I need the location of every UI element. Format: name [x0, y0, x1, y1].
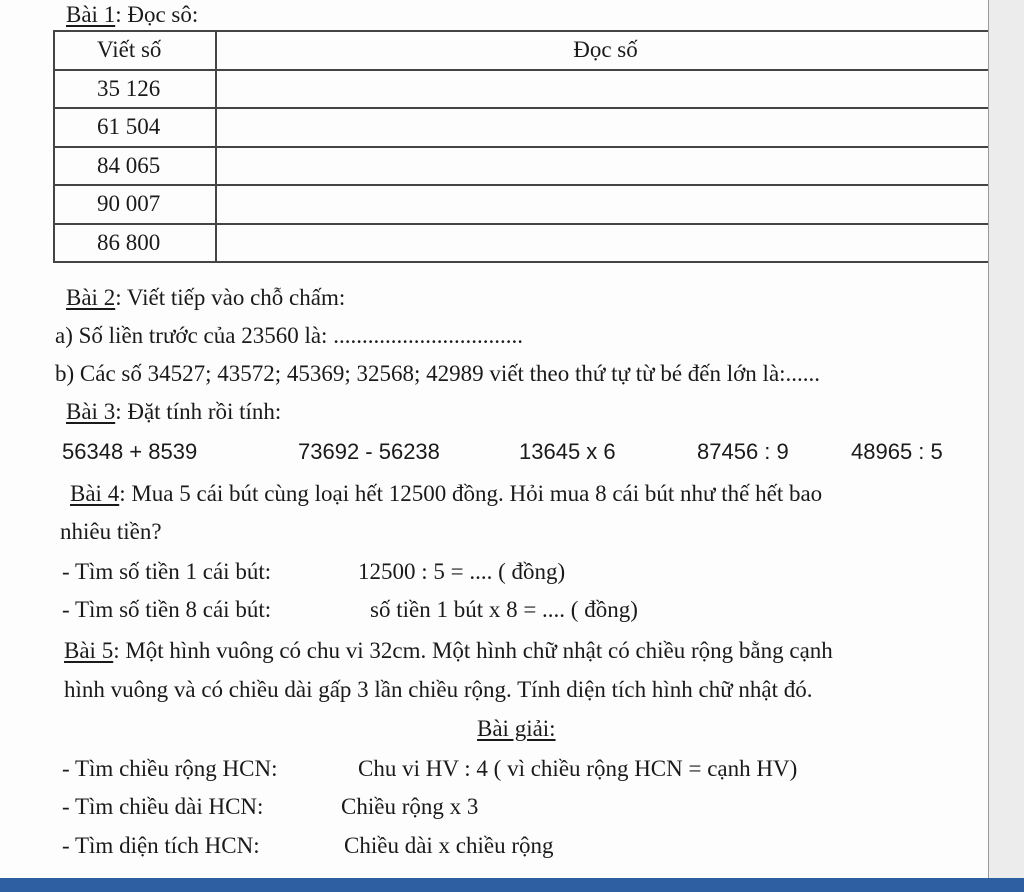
table-cell-number: 86 800	[54, 224, 216, 263]
bai1-label: Bài 1	[66, 2, 116, 27]
solution-step-value: Chiều rộng x 3	[341, 794, 479, 819]
table-row	[54, 224, 989, 263]
table-cell-answer	[216, 224, 989, 263]
bai4-step2-value: số tiền 1 bút x 8 = .... ( đồng)	[370, 597, 638, 622]
bai5-text-2: hình vuông và có chiều dài gấp 3 lần chiều rộng. Tính diện tích hình chữ nhật đó.	[64, 677, 813, 702]
bai3-label: Bài 3	[66, 399, 116, 424]
bai4-step2-label: - Tìm số tiền 8 cái bút:	[62, 597, 272, 622]
bai4-label: Bài 4	[70, 481, 120, 506]
header-doc-so: Đọc số	[216, 31, 989, 70]
operation-3: 13645 x 6	[519, 439, 616, 464]
operation-4: 87456 : 9	[697, 439, 789, 464]
bai5-text-1: : Một hình vuông có chu vi 32cm. Một hình chữ nhật có chiều rộng bằng cạnh	[113, 638, 833, 663]
table-cell-answer	[216, 108, 989, 147]
bai4-step1-value: 12500 : 5 = .... ( đồng)	[358, 559, 566, 584]
bai3-title: : Đặt tính rồi tính:	[115, 399, 282, 424]
bai5-heading	[64, 637, 833, 665]
operation-2: 73692 - 56238	[298, 439, 440, 464]
table-cell-number: 61 504	[54, 108, 216, 147]
table-cell-answer	[216, 70, 989, 109]
bai4-heading	[70, 480, 822, 508]
table-row	[54, 108, 989, 147]
bai5-label: Bài 5	[64, 638, 114, 663]
bai4-text-1: : Mua 5 cái bút cùng loại hết 12500 đồng. Hỏi mua 8 cái bút như thế hết bao	[119, 481, 823, 506]
bai4-step1-label: - Tìm số tiền 1 cái bút:	[62, 559, 272, 584]
solution-step-value: Chu vi HV : 4 ( vì chiều rộng HCN = cạnh HV)	[358, 756, 798, 781]
header-viet-so: Viết số	[54, 31, 216, 70]
table-cell-number: 35 126	[54, 70, 216, 109]
table-cell-number: 90 007	[54, 185, 216, 224]
table-row	[54, 70, 989, 109]
solution-step-label: - Tìm chiều rộng HCN:	[62, 756, 278, 781]
bai1-heading	[66, 1, 198, 29]
table-row	[54, 147, 989, 186]
bai2-label: Bài 2	[66, 285, 116, 310]
solution-step-label: - Tìm diện tích HCN:	[62, 833, 260, 858]
operation-5: 48965 : 5	[851, 439, 943, 464]
bai4-text-2: nhiêu tiền?	[60, 519, 162, 544]
solution-step-value: Chiều dài x chiều rộng	[344, 833, 554, 858]
table-cell-answer	[216, 185, 989, 224]
number-reading-table	[53, 30, 989, 263]
table-cell-answer	[216, 147, 989, 186]
bai2-title: : Viết tiếp vào chỗ chấm:	[115, 285, 346, 310]
taskbar-strip	[0, 878, 1024, 892]
bai1-title: : Đọc sô:	[115, 2, 199, 27]
table-cell-number: 84 065	[54, 147, 216, 186]
bai2-heading	[66, 284, 345, 312]
bai2-part-b: b) Các số 34527; 43572; 45369; 32568; 42989 viết theo thứ tự từ bé đến lớn là:......	[55, 361, 821, 386]
solution-title: Bài giải:	[477, 716, 556, 741]
table-header-row	[54, 31, 989, 70]
operation-1: 56348 + 8539	[62, 439, 198, 464]
bai3-heading	[66, 398, 281, 426]
bai2-part-a: a) Số liền trước của 23560 là: .................................	[55, 323, 523, 348]
solution-step-label: - Tìm chiều dài HCN:	[62, 794, 264, 819]
table-row	[54, 185, 989, 224]
